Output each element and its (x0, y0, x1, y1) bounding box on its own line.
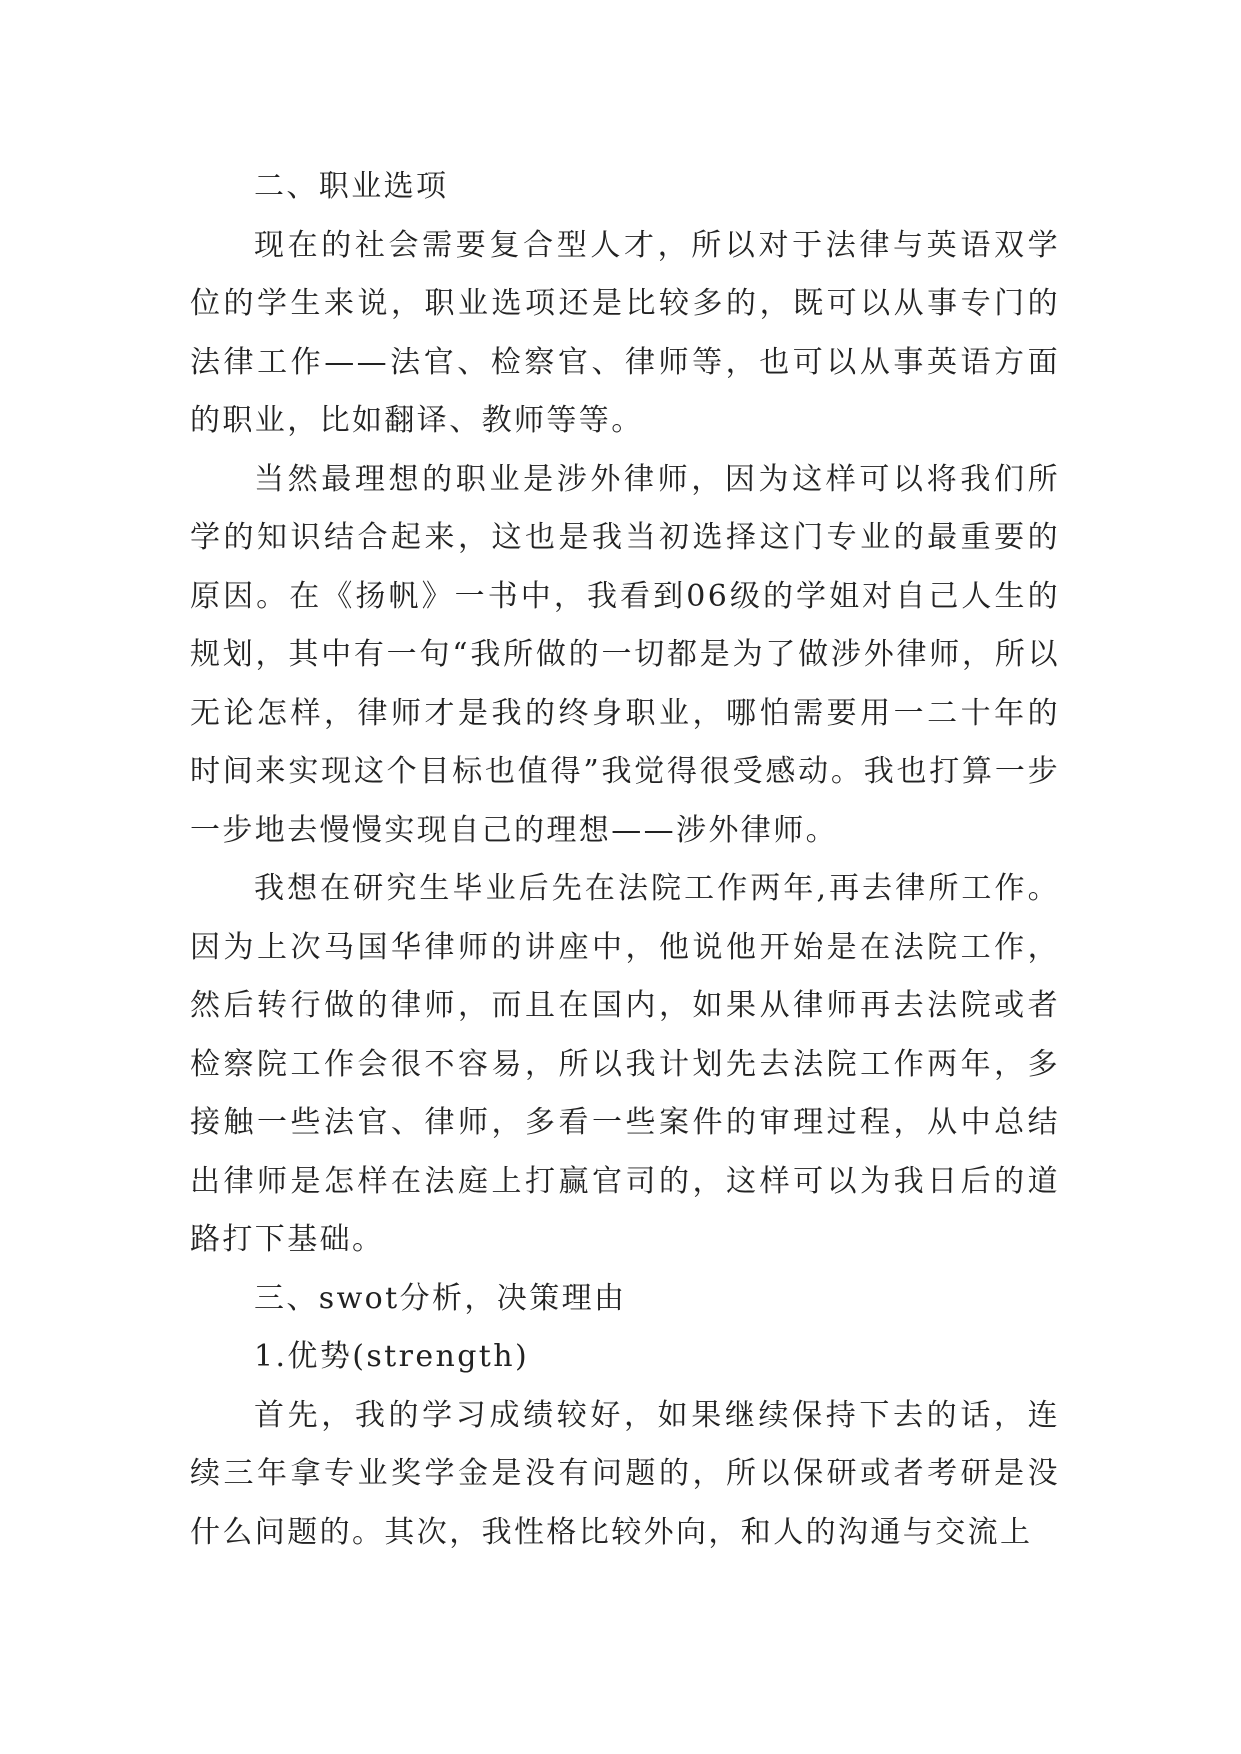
document-body (190, 158, 1060, 1562)
paragraph-career-plan: 我想在研究生毕业后先在法院工作两年,再去律所工作。因为上次马国华律师的讲座中，他说他开始是在法院工作，然后转行做的律师，而且在国内，如果从律师再去法院或者检察院工作会很不容易，所以我计划先去法院工作两年，多接触一些法官、律师，多看一些案件的审理过程，从中总结出律师是怎样在法庭上打赢官司的，这样可以为我日后的道路打下基础。 (190, 871, 1060, 1257)
paragraph-ideal-career: 当然最理想的职业是涉外律师，因为这样可以将我们所学的知识结合起来，这也是我当初选择这门专业的最重要的原因。在《扬帆》一书中，我看到06级的学姐对自己人生的规划，其中有一句“我所做的一切都是为了做涉外律师，所以无论怎样，律师才是我的终身职业，哪怕需要用一二十年的时间来实现这个目标也值得”我觉得很受感动。我也打算一步一步地去慢慢实现自己的理想——涉外律师。 (190, 461, 1060, 848)
paragraph-strength: 首先，我的学习成绩较好，如果继续保持下去的话，连续三年拿专业奖学金是没有问题的，所以保研或者考研是没什么问题的。其次，我性格比较外向，和人的沟通与交流上 (190, 1397, 1060, 1550)
section-heading-swot: 三、swot分析，决策理由 (254, 1280, 627, 1316)
paragraph-career-options-intro: 现在的社会需要复合型人才，所以对于法律与英语双学位的学生来说，职业选项还是比较多的，既可以从事专门的法律工作——法官、检察官、律师等，也可以从事英语方面的职业，比如翻译、教师等等。 (190, 227, 1060, 438)
subheading-strength: 1.优势(strength) (254, 1339, 530, 1374)
section-heading-career-options: 二、职业选项 (254, 169, 449, 204)
